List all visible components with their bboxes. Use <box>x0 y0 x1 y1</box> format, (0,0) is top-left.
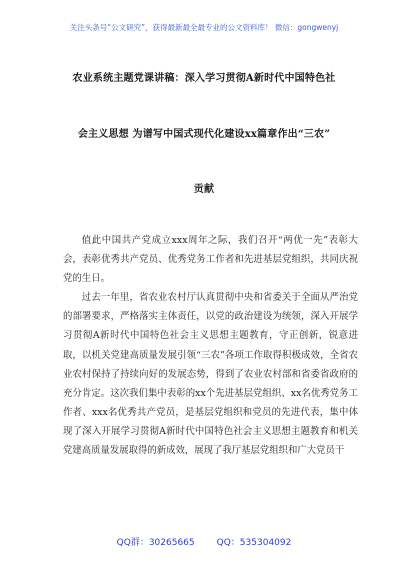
document-title-line-3: 贡献 <box>193 184 215 195</box>
footer-qq-number: QQ：535304092 <box>216 538 292 548</box>
body-paragraph-2: 过去一年里，省农业农村厅认真贯彻中央和省委关于全面从严治党的部署要求，严格落实主体责任，以党的政治建设为统领，深入开展学习贯彻A新时代中国特色社会主义思想主题教育，守正创新，锐意进取，以机关党建高质量发展引领“三农”各项工作取得积极成效，全省农业农村保持了持续向好的发展态势，得到了农业农村部和省委省政府的充分肯定。这次我们集中表彰的xx个先进基层党组织、xx名优秀党务工作者、xxx名优秀共产党员，是基层党组织和党员的先进代表，集中体现了深入开展学习贯彻A新时代中国特色社会主义思想主题教育和机关党建高质量发展取得的新成效，展现了我厅基层党组织和广大党员干 <box>63 292 358 457</box>
header-notice: 关注头条号“公文研究”，获得最新最全最专业的公文资料库！ 微信：gongwenyj <box>69 23 339 32</box>
document-body <box>63 231 358 460</box>
footer-contact <box>0 535 408 548</box>
body-paragraph-1: 值此中国共产党成立xxx周年之际，我们召开“两优一先”表彰大会，表彰优秀共产党员、优秀党务工作者和先进基层党组织，共同庆祝党的生日。 <box>63 235 358 285</box>
document-title-line-1: 农业系统主题党课讲稿：深入学习贯彻A新时代中国特色社 <box>72 73 336 84</box>
document-title-line-2: 会主义思想 为谱写中国式现代化建设xx篇章作出“三农” <box>77 129 331 140</box>
footer-qq-group: QQ群：30265665 <box>116 538 195 548</box>
